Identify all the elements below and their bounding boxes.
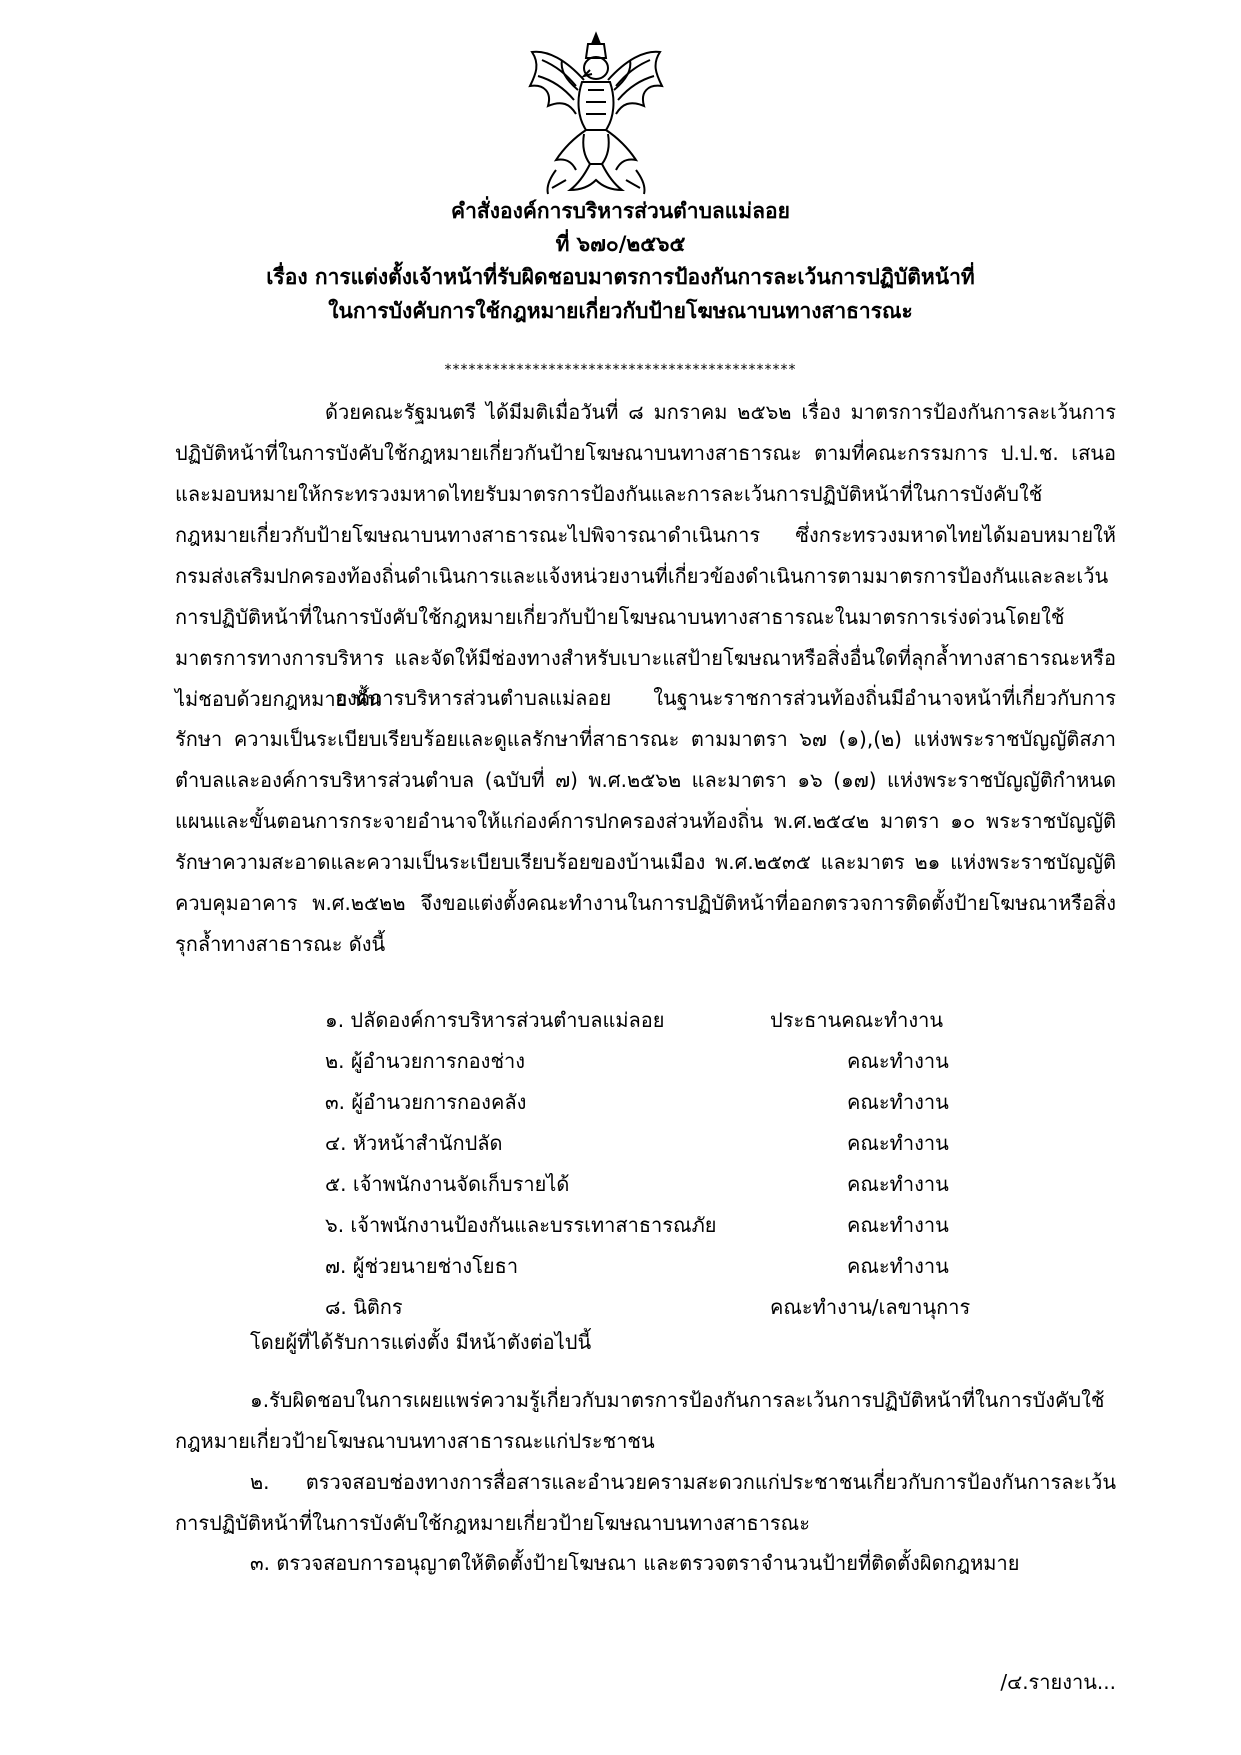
duties-intro: โดยผู้ที่ได้รับการแต่งตั้ง มีหน้าตังต่อไปนี้ <box>250 1330 592 1354</box>
header-separator: ******************************************** <box>444 362 797 378</box>
committee-position: คณะทำงาน <box>847 1213 949 1237</box>
committee-role: ๔. หัวหน้าสำนักปลัด <box>325 1131 503 1155</box>
committee-position: คณะทำงาน <box>847 1254 949 1278</box>
committee-role: ๒. ผู้อำนวยการกองช่าง <box>325 1049 526 1073</box>
duty-3: ๓. ตรวจสอบการอนุญาตให้ติดตั้งป้ายโฆษณา และตรวจตราจำนวนป้ายที่ติดตั้งผิดกฎหมาย <box>250 1551 1020 1575</box>
list-item <box>325 1123 1025 1164</box>
paragraph-2-text: องค์การบริหารส่วนตำบลแม่ลอย ในฐานะราชการส่วนท้องถิ่นมีอำนาจหน้าที่เกี่ยวกับการรักษา ความเป็นระเบียบเรียบร้อยและดูแลรักษาที่สาธารณะ ตามมาตรา ๖๗ (๑),(๒) แห่งพระราชบัญญัติสภาตำบลและองค์การบริหารส่วนตำบล (ฉบับที่ ๗) พ.ศ.๒๕๖๒ และมาตรา ๑๖ (๑๗) แห่งพระราชบัญญัติกำหนดแผนและขั้นตอนการกระจายอำนาจให้แก่องค์การปกครองส่วนท้องถิ่น พ.ศ.๒๕๔๒ มาตรา ๑๐ พระราชบัญญัติรักษาความสะอาดและความเป็นระเบียบเรียบร้อยของบ้านเมือง พ.ศ.๒๕๓๕ และมาตร ๒๑ แห่งพระราชบัญญัติควบคุมอาคาร พ.ศ.๒๕๒๒ จึงขอแต่งตั้งคณะทำงานในการปฏิบัติหน้าที่ออกตรวจการติดตั้งป้ายโฆษณาหรือสิ่งรุกล้ำทางสาธารณะ ดังนี้ <box>175 686 1116 956</box>
committee-role: ๑. ปลัดองค์การบริหารส่วนตำบลแม่ลอย <box>325 1008 665 1032</box>
paragraph-1 <box>175 392 1116 720</box>
duty-1 <box>175 1380 1116 1462</box>
list-item <box>325 1164 1025 1205</box>
list-item <box>325 1205 1025 1246</box>
committee-position: คณะทำงาน <box>847 1172 949 1196</box>
committee-role: ๓. ผู้อำนวยการกองคลัง <box>325 1090 527 1114</box>
committee-position: คณะทำงาน/เลขานุการ <box>770 1295 971 1319</box>
duty-1-text: ๑.รับผิดชอบในการเผยแพร่ความรู้เกี่ยวกับมาตรการป้องกันการละเว้นการปฏิบัติหน้าที่ในการบังคับใช้กฎหมายเกี่ยวป้ายโฆษณาบนทางสาธารณะแก่ประชาชน <box>175 1388 1105 1453</box>
page-continuation: /๔.รายงาน... <box>1000 1670 1116 1694</box>
list-item <box>325 1041 1025 1082</box>
committee-position: คณะทำงาน <box>847 1131 949 1155</box>
order-title: คำสั่งองค์การบริหารส่วนตำบลแม่ลอย <box>451 199 790 223</box>
duty-2 <box>175 1462 1116 1544</box>
committee-position: ประธานคณะทำงาน <box>770 1008 944 1032</box>
committee-position: คณะทำงาน <box>847 1090 949 1114</box>
subject-line-2: ในการบังคับการใช้กฎหมายเกี่ยวกับป้ายโฆษณาบนทางสาธารณะ <box>328 299 913 323</box>
committee-role: ๗. ผู้ช่วยนายช่างโยธา <box>325 1254 519 1278</box>
list-item <box>325 1082 1025 1123</box>
committee-position: คณะทำงาน <box>847 1049 949 1073</box>
duty-2-text: ๒. ตรวจสอบช่องทางการสื่อสารและอำนวยครามสะดวกแก่ประชาชนเกี่ยวกับการป้องกันการละเว้นการปฏิบัติหน้าที่ในการบังคับใช้กฎหมายเกี่ยวป้ายโฆษณาบนทางสาธารณะ <box>175 1470 1116 1535</box>
list-item <box>325 1246 1025 1287</box>
order-number: ที่ ๖๗๐/๒๕๖๕ <box>555 232 686 256</box>
paragraph-2 <box>175 678 1116 965</box>
committee-role: ๘. นิติกร <box>325 1295 403 1319</box>
committee-list <box>325 1000 1025 1328</box>
garuda-emblem-icon <box>526 30 666 200</box>
paragraph-1-text: ด้วยคณะรัฐมนตรี ได้มีมติเมื่อวันที่ ๘ มกราคม ๒๕๖๒ เรื่อง มาตรการป้องกันการละเว้นการปฏิบัติหน้าที่ในการบังคับใช้กฎหมายเกี่ยวกันป้ายโฆษณาบนทางสาธารณะ ตามที่คณะกรรมการ ป.ป.ช. เสนอ และมอบหมายให้กระทรวงมหาดไทยรับมาตรการป้องกันและการละเว้นการปฏิบัติหน้าที่ในการบังคับใช้กฎหมายเกี่ยวกับป้ายโฆษณาบนทางสาธารณะไปพิจารณาดำเนินการ ซึ่งกระทรวงมหาดไทยได้มอบหมายให้กรมส่งเสริมปกครองท้องถิ่นดำเนินการและแจ้งหน่วยงานที่เกี่ยวข้องดำเนินการตามมาตรการป้องกันและละเว้นการปฏิบัติหน้าที่ในการบังคับใช้กฎหมายเกี่ยวกับป้ายโฆษณาบนทางสาธารณะในมาตรการเร่งด่วนโดยใช้มาตรการทางการบริหาร และจัดให้มีช่องทางสำหรับเบาะแสป้ายโฆษณาหรือสิ่งอื่นใดที่ลุกล้ำทางสาธารณะหรือไม่ชอบด้วยกฎหมาย นั้น <box>175 400 1116 711</box>
committee-role: ๕. เจ้าพนักงานจัดเก็บรายได้ <box>325 1172 570 1196</box>
subject-line-1: เรื่อง การแต่งตั้งเจ้าหน้าที่รับผิดชอบมาตรการป้องกันการละเว้นการปฏิบัติหน้าที่ <box>266 265 975 289</box>
committee-role: ๖. เจ้าพนักงานป้องกันและบรรเทาสาธารณภัย <box>325 1213 717 1237</box>
list-item <box>325 1000 1025 1041</box>
